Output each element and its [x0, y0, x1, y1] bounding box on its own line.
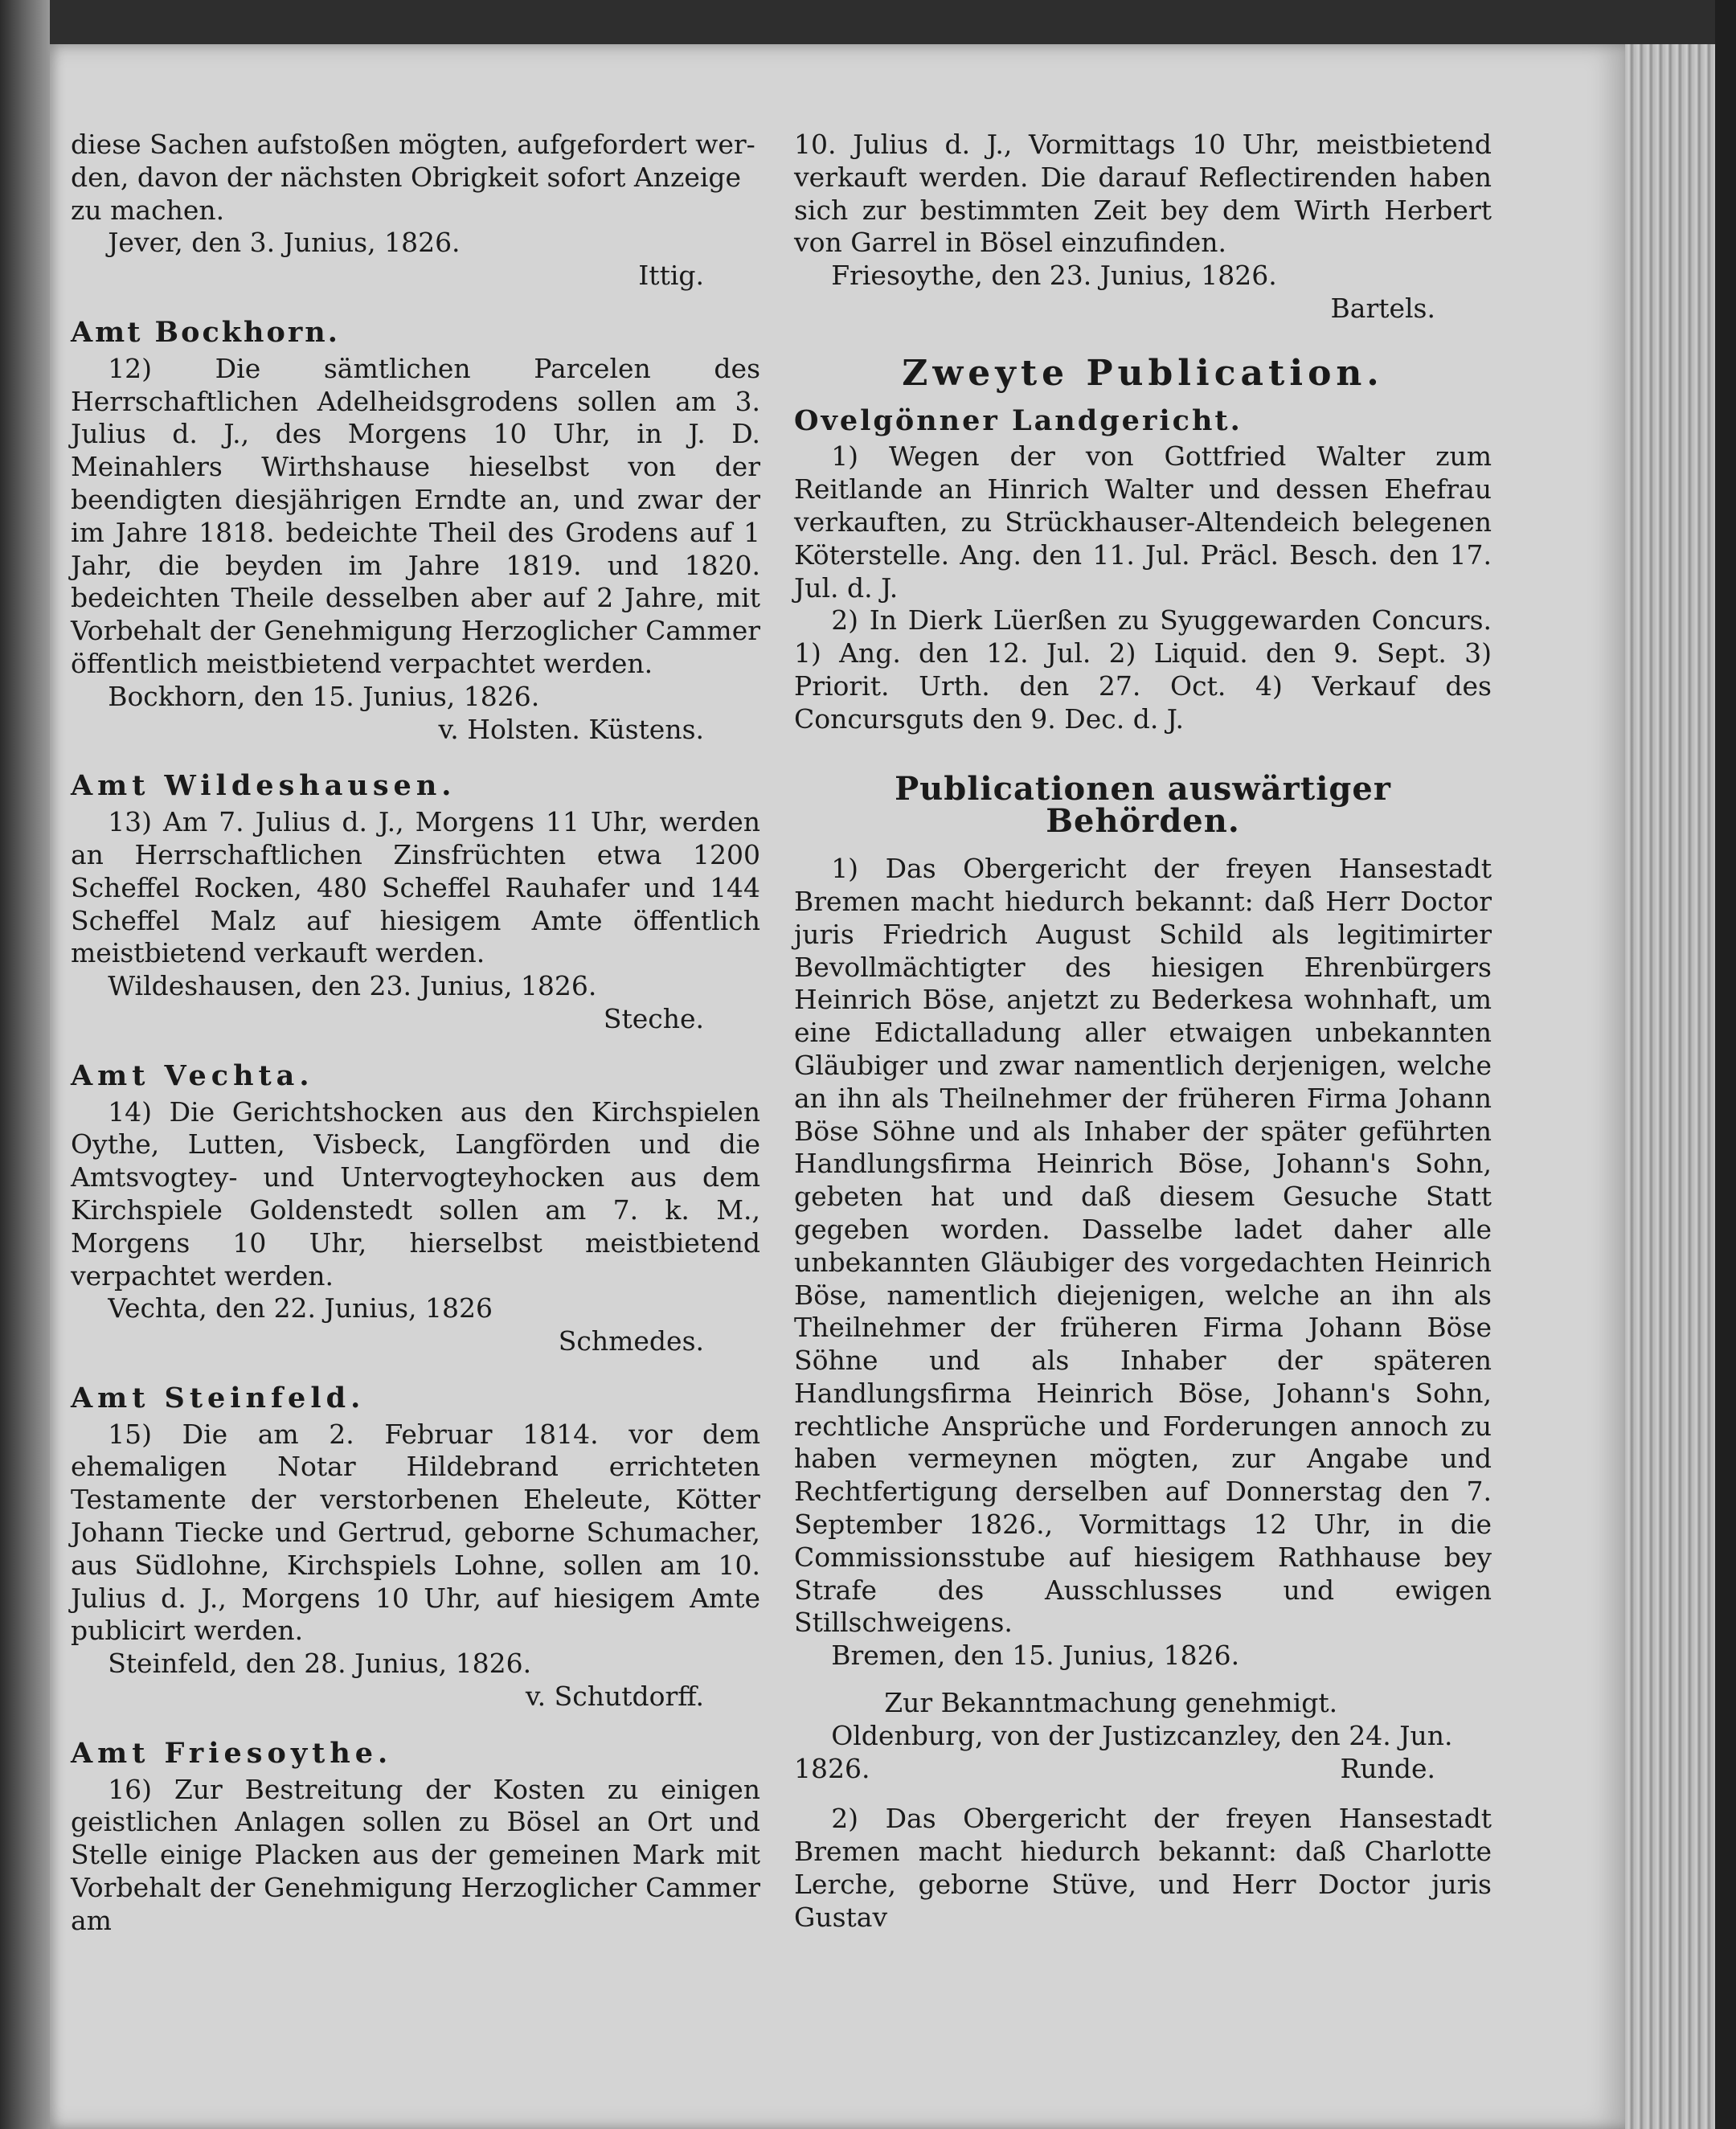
place-date: Bremen, den 15. Junius, 1826. — [831, 1640, 1240, 1672]
notice-body: 15) Die am 2. Februar 1814. vor dem ehemaligen Notar Hildebrand errichteten Testamente der verstorbenen Eheleute, Kötter Johann Tiecke und Gertrud, geborne Schumacher, aus Südlohne, Kirchspiels Lohne, sollen am 10. Julius d. J., Morgens 10 Uhr, auf hiesigem Amte publicirt werden. — [71, 1418, 760, 1647]
page-stack-edge — [1625, 44, 1715, 2129]
place-date: Wildeshausen, den 23. Junius, 1826. — [108, 970, 597, 1002]
place-date: Friesoythe, den 23. Junius, 1826. — [831, 260, 1277, 292]
notice-body: 12) Die sämtlichen Parcelen des Herrschaftlichen Adelheidsgrodens sollen am 3. Julius d. J., des Morgens 10 Uhr, in J. D. Meinahlers Wirthshause hieselbst von der beendigten diesjährigen Erndte an, und zwar der im Jahre 1818. bedeichte Theil des Grodens auf 1 Jahr, die beyden im Jahre 1819. und 1820. bedeichten Theile desselben aber auf 2 Jahre, mit Vorbehalt der Genehmigung Herzoglicher Cammer öffentlich meistbietend verpachtet werden. — [71, 352, 760, 679]
section-title: Zweyte Publication. — [902, 352, 1384, 394]
approval-year: 1826. — [794, 1752, 870, 1784]
court-item: 2) In Dierk Lüerßen zu Syuggewarden Concurs. 1) Ang. den 12. Jul. 2) Liquid. den 9. Sept. 3) Priorit. Urth. den 27. Oct. 4) Verkauf des Concursguts den 9. Dec. d. J. — [794, 604, 1492, 735]
foreign-notice-body: 1) Das Obergericht der freyen Hansestadt Bremen macht hiedurch bekannt: daß Herr Doctor juris Friedrich August Schild als legitimirter Bevollmächtigter des hiesigen Ehrenbürgers Heinrich Böse, anjetzt zu Bederkesa wohnhaft, um eine Edictalladung aller etwaigen unbekannten Gläubiger und zwar namentlich derjenigen, welche an ihn als Theilnehmer der früheren Firma Johann Böse Söhne und als Inhaber der später geführten Handlungsfirma Heinrich Böse, Johann's Sohn, gebeten hat und daß diesem Gesuche Statt gegeben worden. Dasselbe ladet daher alle unbekannten Gläubiger des vorgedachten Heinrich Böse, namentlich diejenigen, welche an ihn als Theilnehmer der früheren Firma Johann Böse Söhne und als Inhaber der späteren Handlungsfirma Heinrich Böse, Johann's Sohn, rechtliche Ansprüche und Forderungen annoch zu haben vermeynen mögten, zur Angabe und Rechtfertigung derselben auf Donnerstag den 7. September 1826., Vormittags 12 Uhr, in die Commissionsstube auf hiesigem Rathhause bey Strafe des Ausschlusses und ewigen Stillschweigens. — [794, 853, 1492, 1639]
approval-line — [794, 1753, 1492, 1786]
notice-body: 16) Zur Bestreitung der Kosten zu einigen geistlichen Anlagen sollen zu Bösel an Ort und Stelle einige Placken aus der gemeinen Mark mit Vorbehalt der Genehmigung Herzoglicher Cammer am — [71, 1773, 760, 1936]
approval-signature: Runde. — [1340, 1752, 1435, 1784]
signature: Steche. — [603, 1002, 704, 1034]
notice-body: 13) Am 7. Julius d. J., Morgens 11 Uhr, werden an Herrschaftlichen Zinsfrüchten etwa 1200 Scheffel Rocken, 480 Scheffel Rauhafer und 144 Scheffel Malz auf hiesigem Amte öffentlich meistbietend verkauft werden. — [71, 806, 760, 969]
right-column — [794, 129, 1492, 1935]
signature: v. Holsten. Küstens. — [438, 713, 704, 745]
place-date: Steinfeld, den 28. Junius, 1826. — [108, 1648, 532, 1680]
section-heading-steinfeld: Amt Steinfeld. — [71, 1381, 366, 1415]
previous-page-edge — [0, 0, 50, 2129]
place-date: Jever, den 3. Junius, 1826. — [108, 227, 461, 259]
signature: Bartels. — [1330, 292, 1435, 324]
foreign-publications-title: Publicationen auswärtiger Behörden. — [895, 769, 1391, 841]
place-date: Bockhorn, den 15. Junius, 1826. — [108, 680, 540, 712]
court-item: 1) Wegen der von Gottfried Walter zum Reitlande an Hinrich Walter und dessen Ehefrau verkauften, zu Strückhauser-Altendeich belegenen Köterstelle. Ang. den 11. Jul. Präcl. Besch. den 17. Jul. d. J. — [794, 440, 1492, 604]
signature: Ittig. — [638, 260, 704, 292]
intro-line: diese Sachen aufstoßen mögten, aufgefordert wer- — [71, 129, 755, 160]
continued-notice-body: 10. Julius d. J., Vormittags 10 Uhr, meistbietend verkauft werden. Die darauf Reflectirenden haben sich zur bestimmten Zeit bey dem Wirth Herbert von Garrel in Bösel einzufinden. — [794, 129, 1492, 259]
foreign-notice-body: 2) Das Obergericht der freyen Hansestadt Bremen macht hiedurch bekannt: daß Charlotte Lerche, geborne Stüve, und Herr Doctor juris Gustav — [794, 1803, 1492, 1933]
signature: Schmedes. — [558, 1325, 704, 1357]
signature: v. Schutdorff. — [525, 1681, 704, 1713]
place-date: Vechta, den 22. Junius, 1826 — [108, 1292, 493, 1324]
notice-body: 14) Die Gerichtshocken aus den Kirchspielen Oythe, Lutten, Visbeck, Langförden und die Amtsvogtey- und Untervogteyhocken aus dem Kirchspiele Goldenstedt sollen am 7. k. M., Morgens 10 Uhr, hierselbst meistbietend verpachtet werden. — [71, 1095, 760, 1292]
left-column — [71, 129, 760, 1938]
intro-line: zu machen. — [71, 194, 225, 226]
approval-place: Oldenburg, von der Justizcanzley, den 24. Jun. — [831, 1719, 1453, 1751]
section-heading-bockhorn: Amt Bockhorn. — [71, 315, 340, 349]
court-heading: Ovelgönner Landgericht. — [794, 403, 1243, 437]
section-heading-vechta: Amt Vechta. — [71, 1058, 314, 1092]
intro-line: den, davon der nächsten Obrigkeit sofort Anzeige — [71, 161, 742, 193]
spacer — [794, 1785, 1492, 1803]
background-shadow — [1715, 0, 1736, 2129]
approval-note: Zur Bekanntmachung genehmigt. — [884, 1687, 1338, 1719]
section-heading-friesoythe: Amt Friesoythe. — [71, 1736, 393, 1770]
section-heading-wildeshausen: Amt Wildeshausen. — [71, 769, 457, 803]
